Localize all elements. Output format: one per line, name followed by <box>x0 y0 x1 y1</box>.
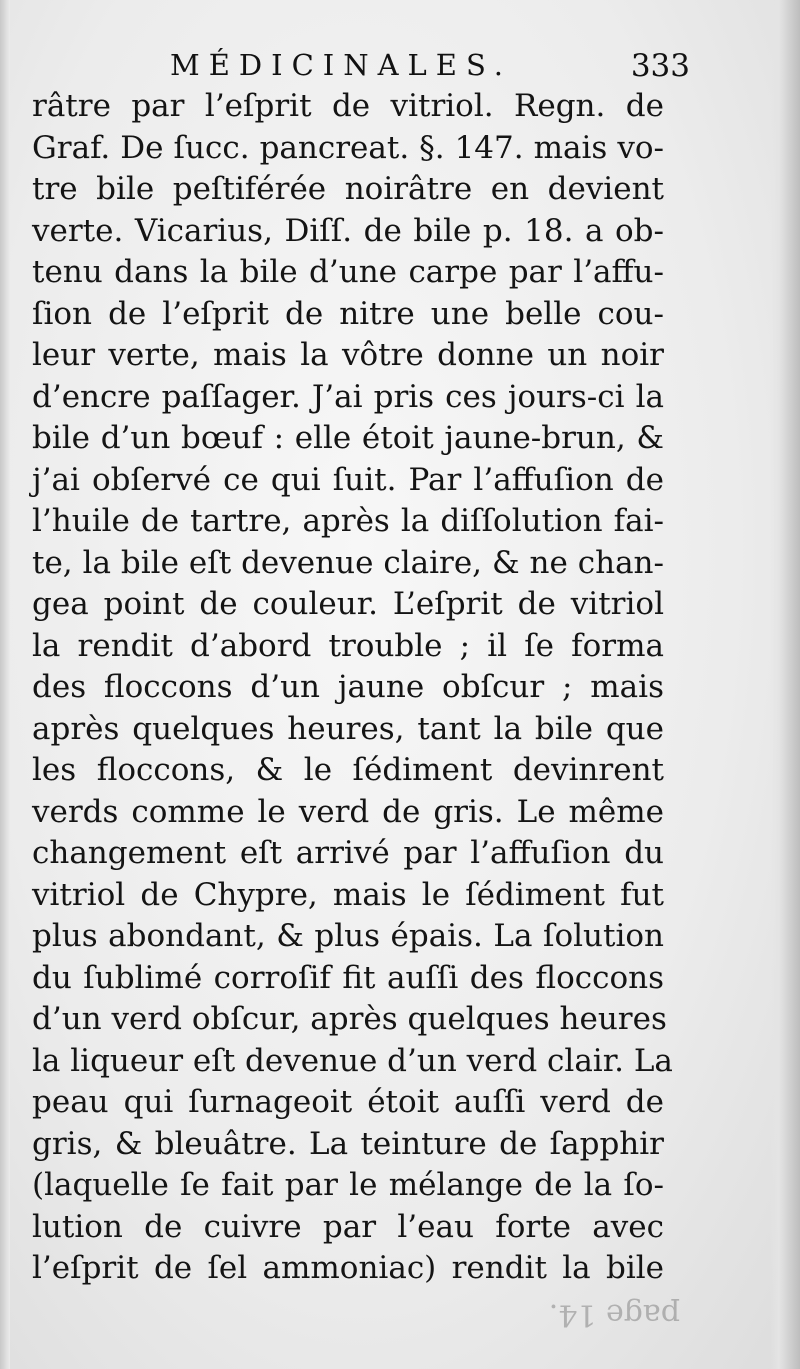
show-through-text: page 14. <box>548 1297 680 1332</box>
text-line: (laquelle ſe fait par le mélange de la ſo- <box>32 1167 664 1203</box>
text-line: tenu dans la bile d’une carpe par l’affu- <box>32 254 664 290</box>
text-line: d’encre paſſager. J’ai pris ces jours-ci la <box>32 378 664 415</box>
text-line: Graf. De ſucc. pancreat. §. 147. mais vo- <box>32 129 664 166</box>
text-line: te, la bile eſt devenue claire, & ne chan- <box>32 544 664 581</box>
text-line: ſion de l’eſprit de nitre une belle cou- <box>32 295 664 332</box>
text-line: bile d’un bœuf : elle étoit jaune-brun, & <box>32 420 664 456</box>
body-text <box>32 86 673 1290</box>
text-line: verte. Vicarius, Diſſ. de bile p. 18. a ob- <box>32 212 664 249</box>
text-line: d’un verd obſcur, après quelques heures <box>32 1001 667 1037</box>
page-header <box>170 44 690 90</box>
text-line: la rendit d’abord trouble ; il ſe forma <box>32 627 664 664</box>
text-line: verds comme le verd de gris. Le même <box>32 793 664 830</box>
page-number: 333 <box>630 48 690 84</box>
page-gutter-shadow <box>0 0 10 1369</box>
text-line: leur verte, mais la vôtre donne un noir <box>32 337 664 373</box>
text-line: l’huile de tartre, après la diſſolution fai- <box>32 503 664 539</box>
text-line: vitriol de Chypre, mais le ſédiment fut <box>32 876 664 913</box>
text-line: les floccons, & le ſédiment devinrent <box>32 752 664 788</box>
page-edge-shadow <box>770 0 800 1369</box>
text-line: peau qui ſurnageoit étoit auſſi verd de <box>32 1084 664 1120</box>
text-line: gris, & bleuâtre. La teinture de ſapphir <box>32 1125 664 1162</box>
text-line: plus abondant, & plus épais. La ſolution <box>32 918 664 954</box>
text-line: l’eſprit de ſel ammoniac) rendit la bile <box>32 1250 664 1286</box>
text-line: du ſublimé corroſif fit auſſi des floccons <box>32 959 664 996</box>
text-line: gea point de couleur. L’eſprit de vitriol <box>32 586 664 622</box>
text-line: râtre par l’eſprit de vitriol. Regn. de <box>32 88 664 124</box>
text-line: la liqueur eſt devenue d’un verd clair. La <box>32 1042 673 1079</box>
text-line: changement eſt arrivé par l’affuſion du <box>32 835 664 871</box>
text-line: après quelques heures, tant la bile que <box>32 710 664 747</box>
text-line: lution de cuivre par l’eau forte avec <box>32 1208 664 1245</box>
text-line: j’ai obſervé ce qui ſuit. Par l’affuſion de <box>32 461 664 498</box>
text-line: tre bile peſtiférée noirâtre en devient <box>32 171 664 207</box>
text-line: des floccons d’un jaune obſcur ; mais <box>32 669 664 705</box>
running-head: MÉDICINALES. <box>170 48 513 82</box>
